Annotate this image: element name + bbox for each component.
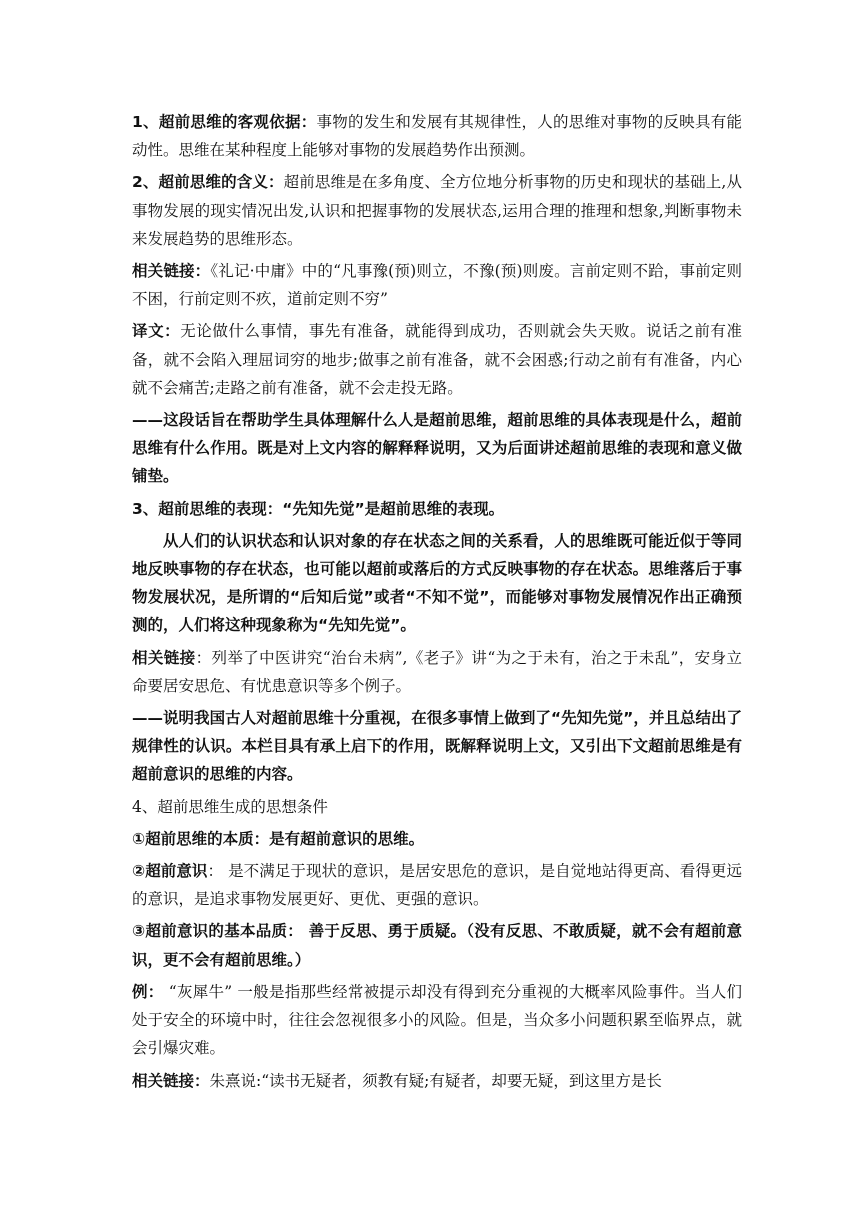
paragraph-meaning (132, 168, 742, 253)
paragraph-text: 《礼记·中庸》中的“凡事豫(预)则立，不豫(预)则废。言前定则不跲，事前定则不困，行前定则不疚，道前定则不穷” (132, 262, 742, 309)
paragraph-commentary-1: ——这段话旨在帮助学生具体理解什么人是超前思维，超前思维的具体表现是什么，超前思维有什么作用。既是对上文内容的解释释说明，又为后面讲述超前思维的表现和意义做铺垫。 (132, 411, 742, 486)
paragraph-text: 超前思维是在多角度、全方位地分析事物的历史和现状的基础上,从事物发展的现实情况出发,认识和把握事物的发展状态,运用合理的推理和想象,判断事物未来发展趋势的思维形态。 (132, 173, 742, 248)
heading-label: ②超前意识 (132, 862, 208, 881)
paragraph-related-link-zhuxi (132, 1067, 742, 1095)
heading-label: 相关链接： (132, 1071, 210, 1090)
heading-label: 2、超前思维的含义： (132, 173, 284, 192)
paragraph-text: ： 是不满足于现状的意识，是居安思危的意识，是自觉地站得更高、看得更远的意识，是追求事物发展更好、更优、更强的意识。 (132, 862, 743, 909)
heading-label: 相关链接： (132, 262, 211, 281)
paragraph-commentary-2: ——说明我国古人对超前思维十分重视，在很多事情上做到了“先知先觉”，并且总结出了规律性的认识。本栏目具有承上启下的作用，既解释说明上文，又引出下文超前思维是有超前意识的思维的内容。 (132, 709, 742, 784)
heading-conditions: 4、超前思维生成的思想条件 (132, 797, 328, 816)
paragraph-objective-basis (132, 108, 742, 164)
paragraph-essence: ①超前思维的本质：是有超前意识的思维。 (132, 829, 425, 848)
paragraph-basic-quality: ③超前意识的基本品质： 善于反思、勇于质疑。（没有反思、不敢质疑，就不会有超前意识，更不会有超前思维。） (132, 922, 742, 969)
paragraph-example (132, 978, 742, 1063)
heading-label: 译文： (132, 322, 181, 341)
paragraph-text: “灰犀牛” 一般是指那些经常被提示却没有得到充分重视的大概率风险事件。当人们处于安全的环境中时，往往会忽视很多小的风险。但是，当众多小问题积累至临界点，就会引爆灾难。 (132, 982, 742, 1058)
paragraph-text: 无论做什么事情，事先有准备，就能得到成功，否则就会失天败。说话之前有准备，就不会陷入理屈词穷的地步;做事之前有准备，就不会困惑;行动之前有有准备，内心就不会痛苦;走路之前有准备，就不会走投无路。 (132, 322, 742, 397)
heading-label: 例： (132, 982, 164, 1001)
paragraph-related-link-liji (132, 257, 742, 313)
paragraph-translation (132, 317, 742, 402)
paragraph-text: ：列举了中医讲究“治台未病”,《老子》讲“为之于未有，治之于未乱”，安身立命要居安思危、有忧患意识等多个例子。 (132, 648, 742, 695)
heading-manifestation: 3、超前思维的表现：“先知先觉”是超前思维的表现。 (132, 499, 505, 518)
paragraph-foresight: 从人们的认识状态和认识对象的存在状态之间的关系看，人的思维既可能近似于等同地反映事物的存在状态，也可能以超前或落后的方式反映事物的存在状态。思维落后于事物发展状况，是所谓的“后知后觉”或者“不知不觉”，而能够对事物发展情况作出正确预测的，人们将这种现象称为“先知先觉”。 (132, 531, 742, 635)
paragraph-text: 朱熹说:“读书无疑者，须教有疑;有疑者，却要无疑，到这里方是长 (209, 1071, 662, 1090)
paragraph-advance-awareness (132, 857, 742, 913)
paragraph-related-link-laozi (132, 644, 742, 700)
paragraph-text: 事物的发生和发展有其规律性，人的思维对事物的反映具有能动性。思维在某种程度上能够对事物的发展趋势作出预测。 (132, 113, 742, 160)
heading-label: 1、超前思维的客观依据： (132, 113, 317, 131)
heading-label: 相关链接 (132, 648, 196, 667)
